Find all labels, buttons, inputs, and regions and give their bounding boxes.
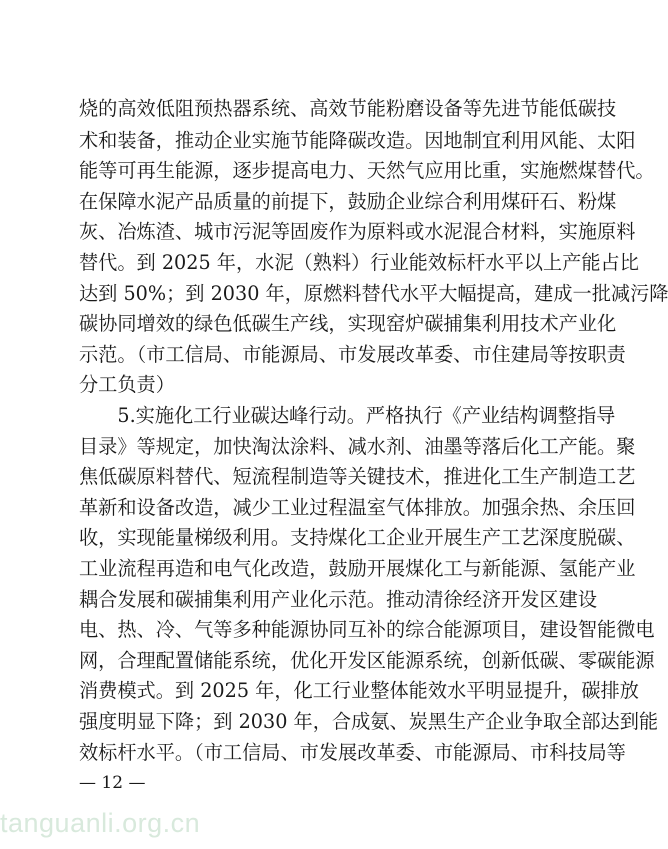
text-line: 达到 50%；到 2030 年，原燃料替代水平大幅提高，建成一批减污降: [79, 282, 668, 305]
text-line: 目录》等规定，加快淘汰涂料、减水剂、油墨等落后化工产能。聚: [79, 435, 636, 458]
page-number: — 12 —: [79, 773, 146, 793]
text-line: 焦低碳原料替代、短流程制造等关键技术，推进化工生产制造工艺: [79, 465, 636, 488]
text-line: 烧的高效低阻预热器系统、高效节能粉磨设备等先进节能低碳技: [79, 97, 617, 120]
text-line: 5.实施化工行业碳达峰行动。严格执行《产业结构调整指导: [79, 404, 616, 427]
text-line: 碳协同增效的绿色低碳生产线，实现窑炉碳捕集利用技术产业化: [79, 312, 617, 335]
text-line: 效标杆水平。（市工信局、市发展改革委、市能源局、市科技局等: [79, 741, 626, 764]
text-line: 消费模式。到 2025 年，化工行业整体能效水平明显提升，碳排放: [79, 679, 639, 702]
text-line: 收，实现能量梯级利用。支持煤化工企业开展生产工艺深度脱碳、: [79, 526, 636, 549]
text-line: 能等可再生能源，逐步提高电力、天然气应用比重，实施燃煤替代。: [79, 159, 655, 182]
text-line: 灰、冶炼渣、城市污泥等固废作为原料或水泥混合材料，实施原料: [79, 220, 636, 243]
text-line: 网，合理配置储能系统，优化开发区能源系统，创新低碳、零碳能源: [79, 649, 655, 672]
text-line: 电、热、冷、气等多种能源协同互补的综合能源项目，建设智能微电: [79, 618, 655, 641]
text-line: 耦合发展和碳捕集利用产业化示范。推动清徐经济开发区建设: [79, 588, 598, 611]
text-line: 在保障水泥产品质量的前提下，鼓励企业综合利用煤矸石、粉煤: [79, 190, 617, 213]
text-line: 替代。到 2025 年，水泥（熟料）行业能效标杆水平以上产能占比: [79, 251, 639, 274]
watermark: tanguanli.org.cn: [0, 808, 201, 838]
text-line: 工业流程再造和电气化改造，鼓励开展煤化工与新能源、氢能产业: [79, 557, 636, 580]
text-line: 强度明显下降；到 2030 年，合成氨、炭黑生产企业争取全部达到能: [79, 710, 659, 733]
text-line: 术和装备，推动企业实施节能降碳改造。因地制宜利用风能、太阳: [79, 129, 636, 152]
text-line: 革新和设备改造，减少工业过程温室气体排放。加强余热、余压回: [79, 496, 636, 519]
text-line: 示范。（市工信局、市能源局、市发展改革委、市住建局等按职责: [79, 343, 626, 366]
text-line: 分工负责）: [79, 373, 175, 396]
